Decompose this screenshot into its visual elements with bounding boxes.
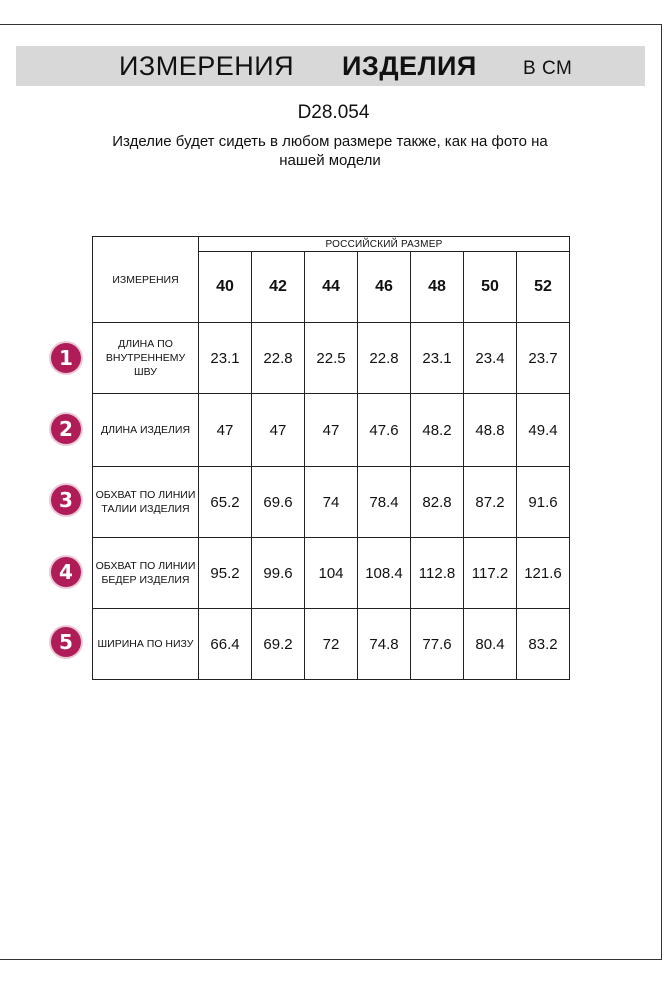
size-header: 52	[517, 252, 570, 323]
cell-value: 95.2	[199, 538, 252, 609]
cell-value: 87.2	[464, 467, 517, 538]
cell-value: 69.2	[252, 609, 305, 680]
cell-value: 23.1	[411, 323, 464, 394]
size-header: 44	[305, 252, 358, 323]
table-row	[93, 538, 570, 609]
size-header: 42	[252, 252, 305, 323]
row-label: ДЛИНА ПО ВНУТРЕННЕМУ ШВУ	[93, 323, 199, 394]
cell-value: 121.6	[517, 538, 570, 609]
cell-value: 80.4	[464, 609, 517, 680]
cell-value: 112.8	[411, 538, 464, 609]
table-row	[93, 323, 570, 394]
table-row	[93, 394, 570, 467]
cell-value: 91.6	[517, 467, 570, 538]
cell-value: 66.4	[199, 609, 252, 680]
cell-value: 47.6	[358, 394, 411, 467]
table-row	[93, 609, 570, 680]
size-header: 50	[464, 252, 517, 323]
header-word-garment: ИЗДЕЛИЯ	[342, 51, 477, 81]
row-label: ОБХВАТ ПО ЛИНИИ ТАЛИИ ИЗДЕЛИЯ	[93, 467, 199, 538]
size-table	[92, 236, 570, 680]
cell-value: 117.2	[464, 538, 517, 609]
row-label: ДЛИНА ИЗДЕЛИЯ	[93, 394, 199, 467]
cell-value: 48.2	[411, 394, 464, 467]
cell-value: 23.4	[464, 323, 517, 394]
cell-value: 22.8	[358, 323, 411, 394]
size-group-header: РОССИЙСКИЙ РАЗМЕР	[199, 237, 570, 252]
size-header: 48	[411, 252, 464, 323]
cell-value: 48.8	[464, 394, 517, 467]
cell-value: 47	[252, 394, 305, 467]
row-number-badge: 1	[51, 343, 81, 373]
cell-value: 99.6	[252, 538, 305, 609]
row-number-badge: 5	[51, 627, 81, 657]
cell-value: 47	[199, 394, 252, 467]
row-number-badge: 4	[51, 557, 81, 587]
cell-value: 23.7	[517, 323, 570, 394]
cell-value: 83.2	[517, 609, 570, 680]
cell-value: 69.6	[252, 467, 305, 538]
cell-value: 82.8	[411, 467, 464, 538]
row-label: ОБХВАТ ПО ЛИНИИ БЕДЕР ИЗДЕЛИЯ	[93, 538, 199, 609]
cell-value: 72	[305, 609, 358, 680]
cell-value: 22.8	[252, 323, 305, 394]
header-unit: В СМ	[523, 58, 573, 79]
cell-value: 23.1	[199, 323, 252, 394]
cell-value: 108.4	[358, 538, 411, 609]
header-word-measurements: ИЗМЕРЕНИЯ	[119, 51, 295, 81]
measure-header: ИЗМЕРЕНИЯ	[93, 237, 199, 323]
size-header: 46	[358, 252, 411, 323]
cell-value: 78.4	[358, 467, 411, 538]
size-header: 40	[199, 252, 252, 323]
cell-value: 77.6	[411, 609, 464, 680]
table-header-row	[93, 237, 570, 252]
cell-value: 65.2	[199, 467, 252, 538]
cell-value: 49.4	[517, 394, 570, 467]
row-number-badge: 2	[51, 414, 81, 444]
cell-value: 47	[305, 394, 358, 467]
row-number-badge: 3	[51, 485, 81, 515]
cell-value: 104	[305, 538, 358, 609]
cell-value: 22.5	[305, 323, 358, 394]
cell-value: 74	[305, 467, 358, 538]
cell-value: 74.8	[358, 609, 411, 680]
row-label: ШИРИНА ПО НИЗУ	[93, 609, 199, 680]
fit-note: Изделие будет сидеть в любом размере также, как на фото на нашей модели	[112, 133, 548, 169]
table-row	[93, 467, 570, 538]
product-code: D28.054	[297, 102, 370, 123]
